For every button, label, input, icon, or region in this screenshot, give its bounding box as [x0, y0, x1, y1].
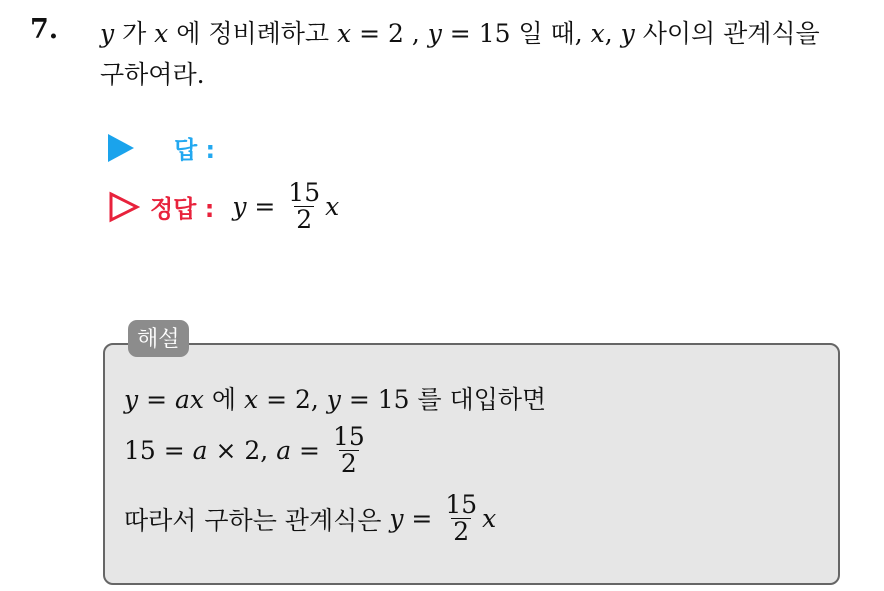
question-line-1 [100, 14, 820, 50]
fraction [286, 180, 322, 234]
denominator: 2 [340, 449, 357, 479]
answer-row [108, 130, 215, 165]
text: = 15 일 때, [441, 19, 591, 48]
filled-right-triangle-icon [108, 134, 134, 162]
solution-line-2-text: 15 = a × 2, a = [124, 436, 328, 466]
var-y: y [232, 192, 247, 222]
question-line-2: 구하여라. [100, 60, 205, 89]
fraction [443, 492, 479, 546]
fraction [331, 424, 367, 478]
solution-line-2 [124, 424, 370, 478]
text: 가 [114, 19, 155, 48]
correct-answer-label: 정답 : [150, 195, 215, 224]
var-x: x [482, 504, 497, 534]
numerator: 15 [332, 422, 365, 451]
text: 사이의 관계식을 [634, 19, 820, 48]
var-y: y [427, 19, 442, 48]
text: 에 정비례하고 [168, 19, 338, 48]
var-x: x [590, 19, 605, 48]
equals: = [246, 192, 284, 222]
correct-answer-expression [232, 180, 339, 234]
denominator: 2 [296, 205, 313, 235]
var-x: x [325, 192, 340, 222]
solution-line-1-text: y = ax 에 x = 2, y = 15 를 대입하면 [124, 385, 547, 414]
text: = 2 , [351, 19, 428, 48]
equals: = [403, 504, 441, 534]
solution-line-3 [124, 492, 496, 546]
numerator: 15 [288, 178, 321, 207]
solution-line-3-text: 따라서 구하는 관계식은 [124, 505, 390, 535]
var-x: x [154, 19, 169, 48]
var-x: x [337, 19, 352, 48]
correct-answer-row [108, 180, 339, 234]
question-number: 7. [30, 14, 59, 45]
solution-line-1 [124, 380, 546, 416]
var-y: y [100, 19, 115, 48]
denominator: 2 [453, 517, 470, 547]
answer-label: 답 : [174, 136, 216, 164]
var-y: y [389, 504, 404, 534]
outline-right-triangle-icon [108, 191, 140, 223]
text: , [604, 19, 621, 48]
numerator: 15 [445, 490, 478, 519]
explanation-tab: 해설 [128, 320, 189, 357]
var-y: y [620, 19, 635, 48]
